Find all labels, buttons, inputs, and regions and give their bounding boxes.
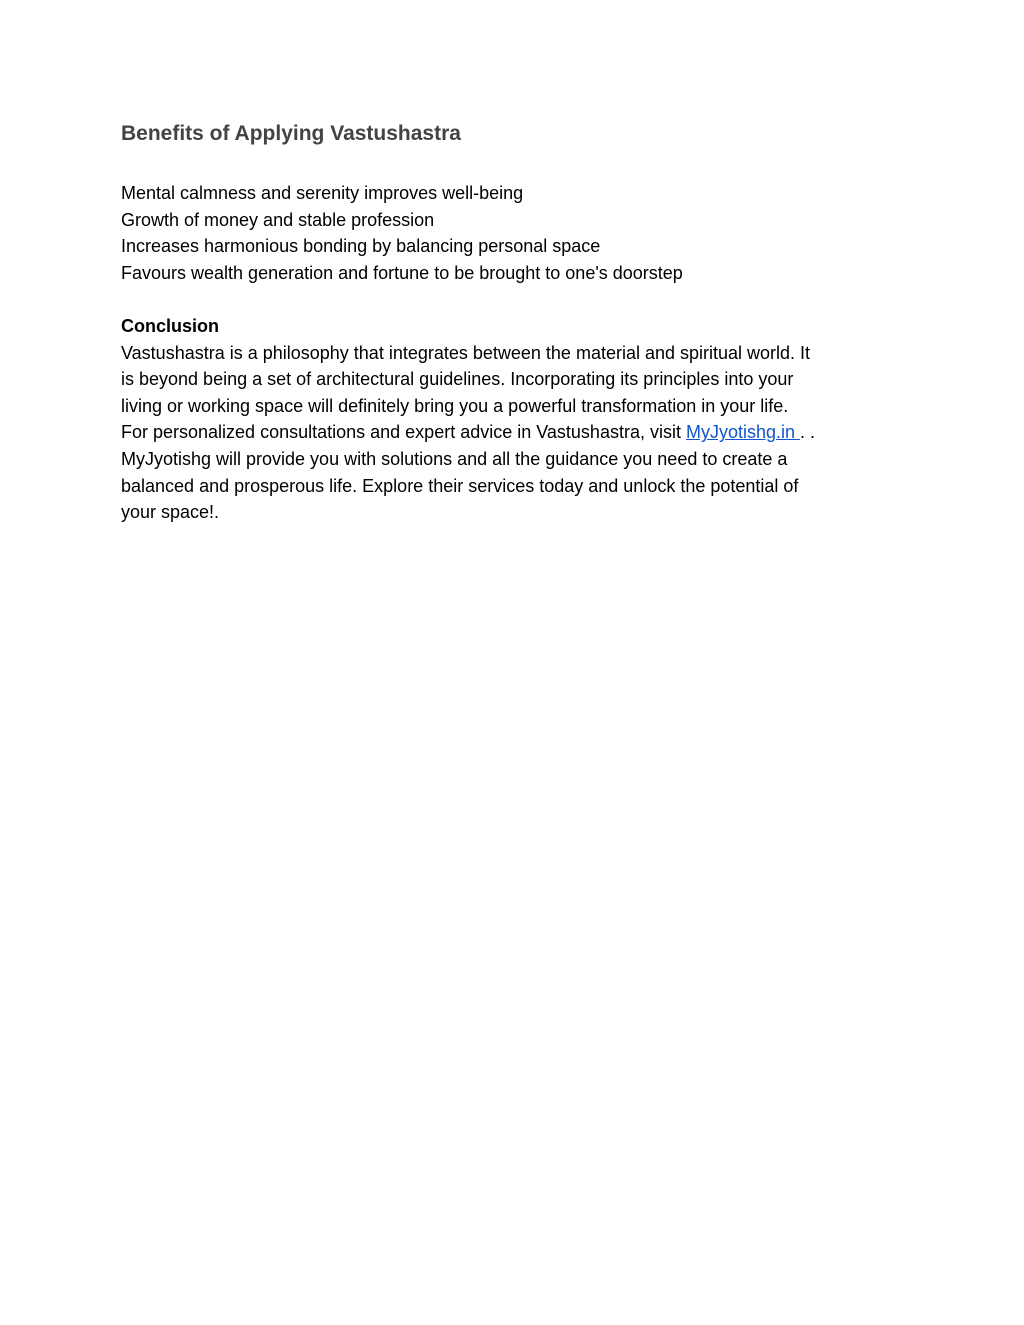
myjyotishg-link[interactable]: MyJyotishg.in bbox=[685, 422, 801, 443]
benefit-item: Favours wealth generation and fortune to be brought to one's doorstep bbox=[121, 262, 683, 283]
conclusion-title: Conclusion bbox=[121, 315, 219, 336]
paragraph-line: living or working space will definitely bring you a powerful transformation in your life. bbox=[121, 395, 789, 416]
document-body bbox=[121, 118, 911, 526]
benefit-item: Increases harmonious bonding by balancing personal space bbox=[121, 236, 601, 257]
benefit-item: Mental calmness and serenity improves well-being bbox=[121, 183, 524, 203]
section-heading: Benefits of Applying Vastushastra bbox=[121, 122, 461, 145]
paragraph-line: is beyond being a set of architectural guidelines. Incorporating its principles into your bbox=[121, 369, 794, 390]
benefits-list bbox=[121, 180, 911, 286]
benefit-item: Growth of money and stable profession bbox=[121, 209, 435, 230]
paragraph-line-with-link bbox=[121, 419, 911, 446]
link-lead-text: For personalized consultations and expert advice in Vastushastra, visit bbox=[121, 422, 686, 443]
conclusion-paragraph bbox=[121, 340, 911, 526]
paragraph-line: your space!. bbox=[121, 502, 220, 523]
paragraph-line: Vastushastra is a philosophy that integrates between the material and spiritual world. It bbox=[121, 342, 811, 363]
link-trail-text: . . bbox=[800, 422, 816, 443]
paragraph-line: MyJyotishg will provide you with solutions and all the guidance you need to create a bbox=[121, 448, 788, 469]
paragraph-line: balanced and prosperous life. Explore their services today and unlock the potential of bbox=[121, 475, 799, 496]
